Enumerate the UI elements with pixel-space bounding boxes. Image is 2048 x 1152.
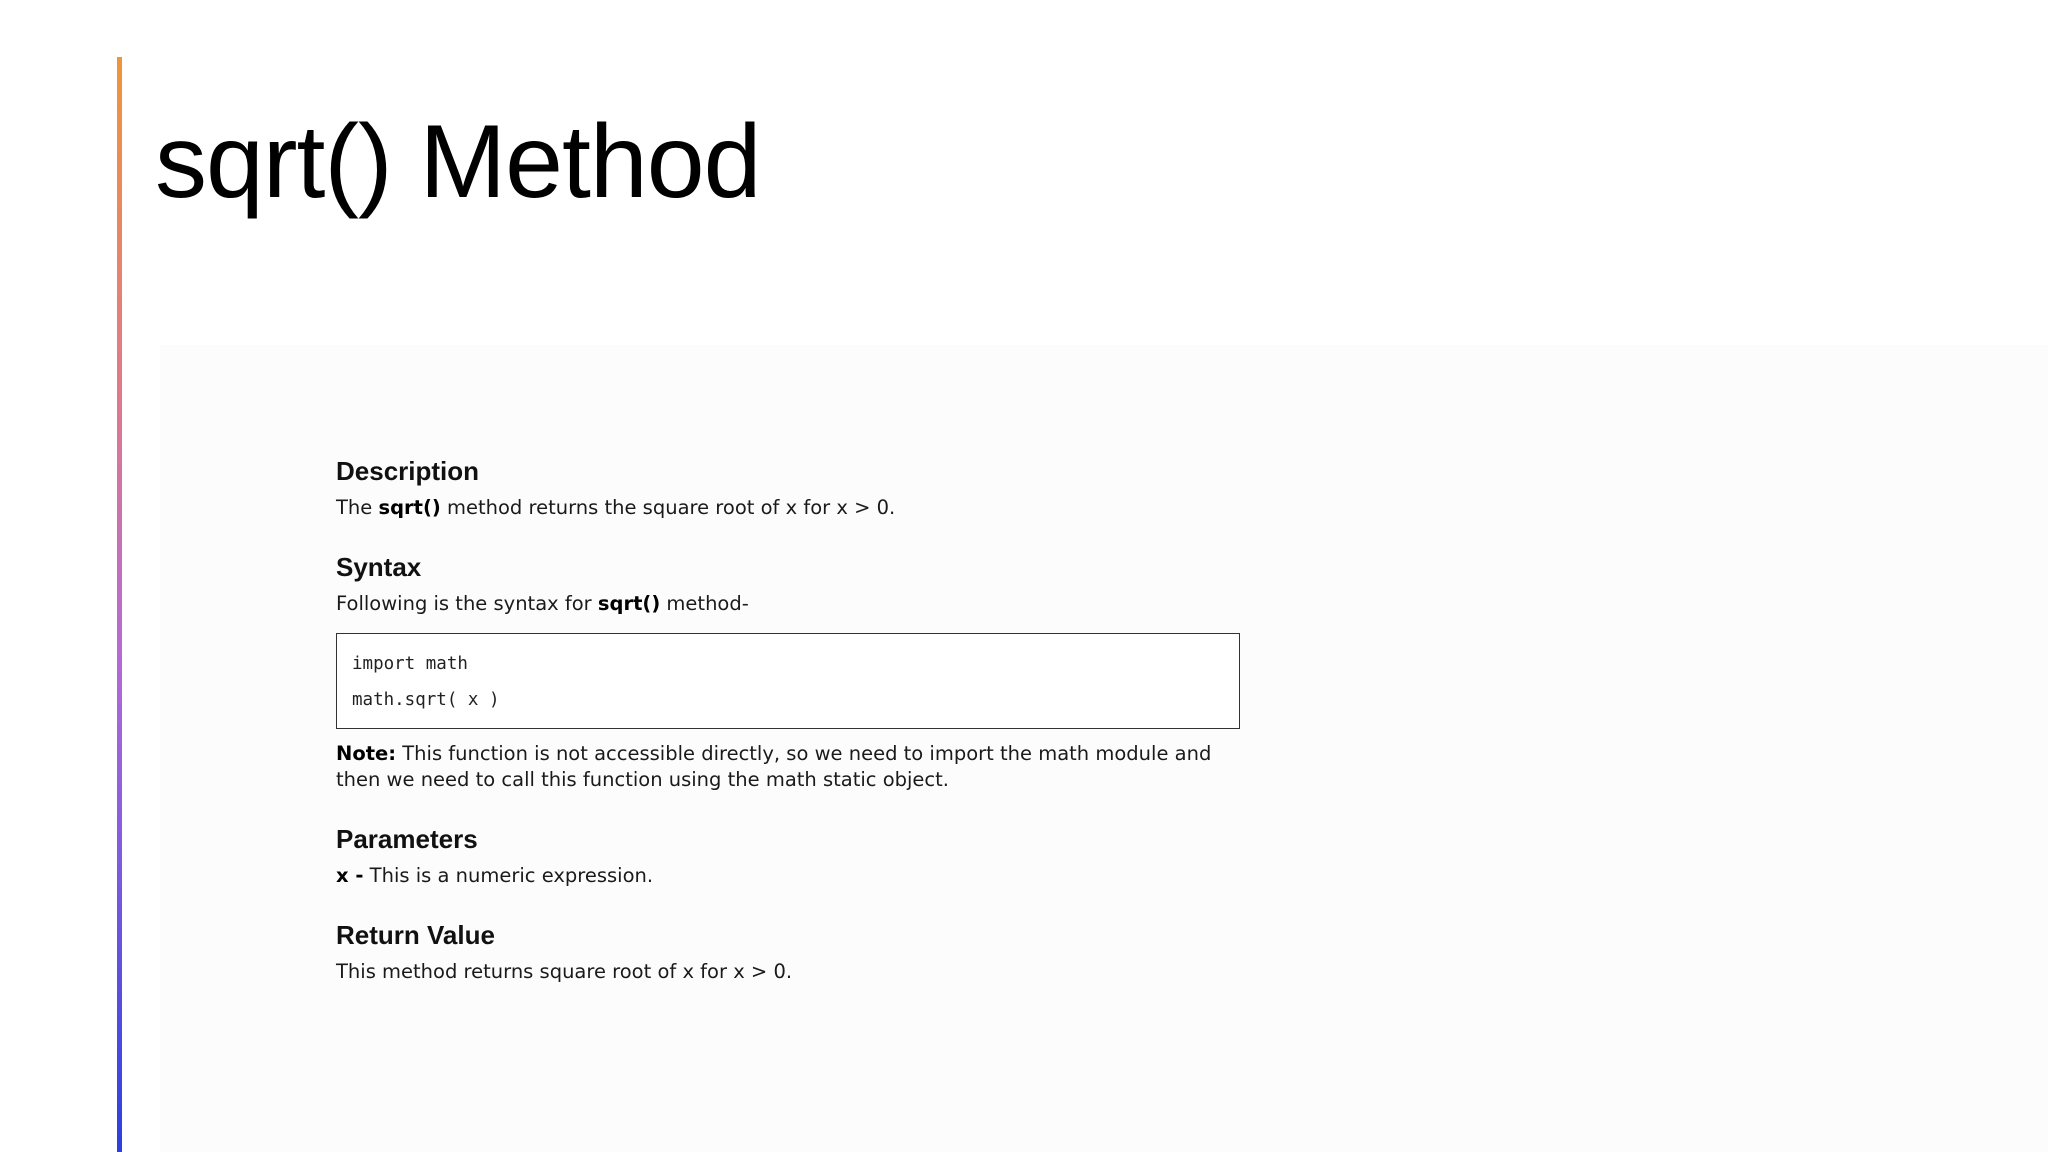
slide-title: sqrt() Method <box>155 104 761 220</box>
description-text-end: method returns the square root of x for x > 0. <box>440 496 896 519</box>
description-text-start: The <box>336 496 379 519</box>
parameter-name: x - <box>336 864 364 887</box>
note-text: This function is not accessible directly, so we need to import the math module and then we need to call this function using the math static object. <box>336 742 1212 791</box>
code-line-import: import math <box>352 654 468 674</box>
return-value-text: This method returns square root of x for x > 0. <box>336 960 793 983</box>
parameters-heading: Parameters <box>336 824 478 854</box>
accent-bar <box>117 57 122 1152</box>
parameter-description: This is a numeric expression. <box>363 864 654 887</box>
syntax-heading: Syntax <box>336 552 422 582</box>
syntax-note <box>336 741 1240 793</box>
syntax-text-start: Following is the syntax for <box>336 592 598 615</box>
documentation-content <box>336 453 1240 985</box>
code-block <box>336 633 1240 729</box>
description-heading: Description <box>336 456 480 486</box>
return-value-heading: Return Value <box>336 920 495 950</box>
parameter-item <box>336 863 1240 889</box>
syntax-text-end: method- <box>660 592 749 615</box>
syntax-text <box>336 591 1240 617</box>
description-text <box>336 495 1240 521</box>
syntax-method-name: sqrt() <box>597 592 661 615</box>
code-line-call: math.sqrt( x ) <box>352 690 500 710</box>
note-label: Note: <box>336 742 397 765</box>
description-method-name: sqrt() <box>378 496 441 519</box>
